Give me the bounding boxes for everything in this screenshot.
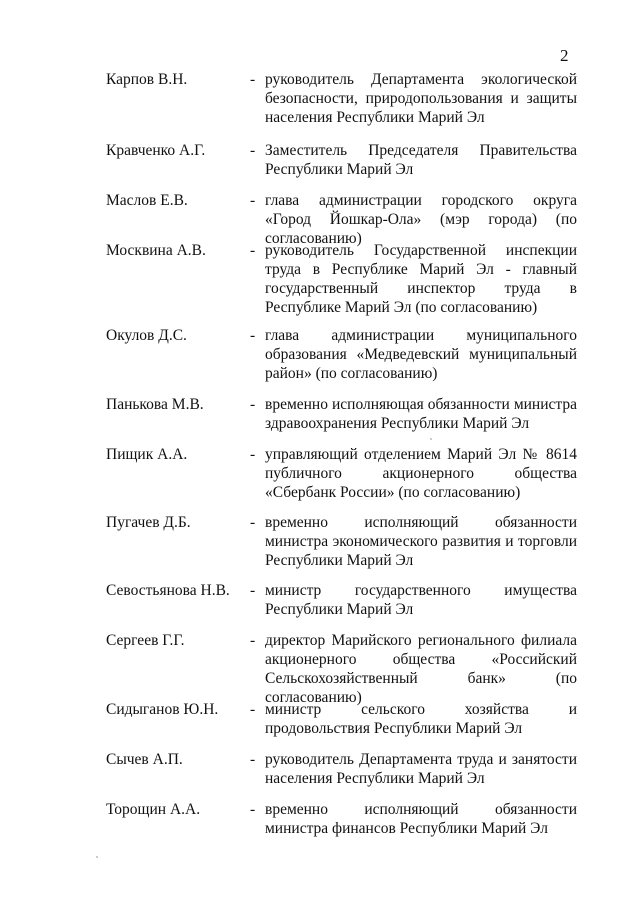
scan-speck [96, 856, 98, 858]
member-role: временно исполняющая обязанности министра здравоохранения Республики Марий Эл [265, 396, 577, 432]
member-name: Сычев А.П. [106, 751, 183, 768]
dash-separator: - [250, 396, 256, 413]
member-role: министр сельского хозяйства и продовольствия Республики Марий Эл [265, 701, 577, 737]
dash-separator: - [250, 71, 256, 88]
member-name: Севостьянова Н.В. [106, 582, 230, 599]
member-role: министр государственного имущества Республики Марий Эл [265, 582, 577, 618]
member-role: глава администрации городского округа «Город Йошкар-Ола» (мэр города) (по согласованию) [265, 192, 577, 247]
member-role: временно исполняющий обязанности министра экономического развития и торговли Республики Марий Эл [265, 514, 577, 569]
member-name: Пищик А.А. [106, 446, 188, 463]
dash-separator: - [250, 701, 256, 718]
member-role: Заместитель Председателя Правительства Республики Марий Эл [265, 142, 577, 178]
page-number: 2 [560, 46, 569, 65]
dash-separator: - [250, 192, 256, 209]
member-name: Сергеев Г.Г. [106, 632, 185, 649]
member-role: руководитель Государственной инспекции труда в Республике Марий Эл - главный государственный инспектор труда в Республике Марий Эл (по согласованию) [265, 242, 577, 316]
dash-separator: - [250, 327, 256, 344]
member-role: глава администрации муниципального образования «Медведевский муниципальный район» (по согласованию) [265, 327, 577, 382]
member-name: Окулов Д.С. [106, 327, 187, 344]
member-role: управляющий отделением Марий Эл № 8614 публичного акционерного общества «Сбербанк России» (по согласованию) [265, 446, 577, 501]
dash-separator: - [250, 514, 256, 531]
dash-separator: - [250, 446, 256, 463]
dash-separator: - [250, 801, 256, 818]
dash-separator: - [250, 751, 256, 768]
member-name: Маслов Е.В. [106, 192, 188, 209]
member-role: руководитель Департамента экологической безопасности, природопользования и защиты населения Республики Марий Эл [265, 71, 577, 126]
dash-separator: - [250, 582, 256, 599]
member-name: Пугачев Д.Б. [106, 514, 191, 531]
member-name: Москвина А.В. [106, 242, 206, 259]
member-role: временно исполняющий обязанности министра финансов Республики Марий Эл [265, 801, 577, 837]
member-role: руководитель Департамента труда и занятости населения Республики Марий Эл [265, 751, 577, 787]
dash-separator: - [250, 142, 256, 159]
member-name: Карпов В.Н. [106, 71, 188, 88]
member-name: Кравченко А.Г. [106, 142, 206, 159]
member-role: директор Марийского регионального филиала акционерного общества «Российский Сельскохозяйственный банк» (по согласованию) [265, 632, 577, 706]
scan-speck [430, 438, 432, 440]
member-name: Панькова М.В. [106, 396, 204, 413]
member-name: Сидыганов Ю.Н. [106, 701, 219, 718]
dash-separator: - [250, 242, 256, 259]
member-name: Торощин А.А. [106, 801, 201, 818]
dash-separator: - [250, 632, 256, 649]
